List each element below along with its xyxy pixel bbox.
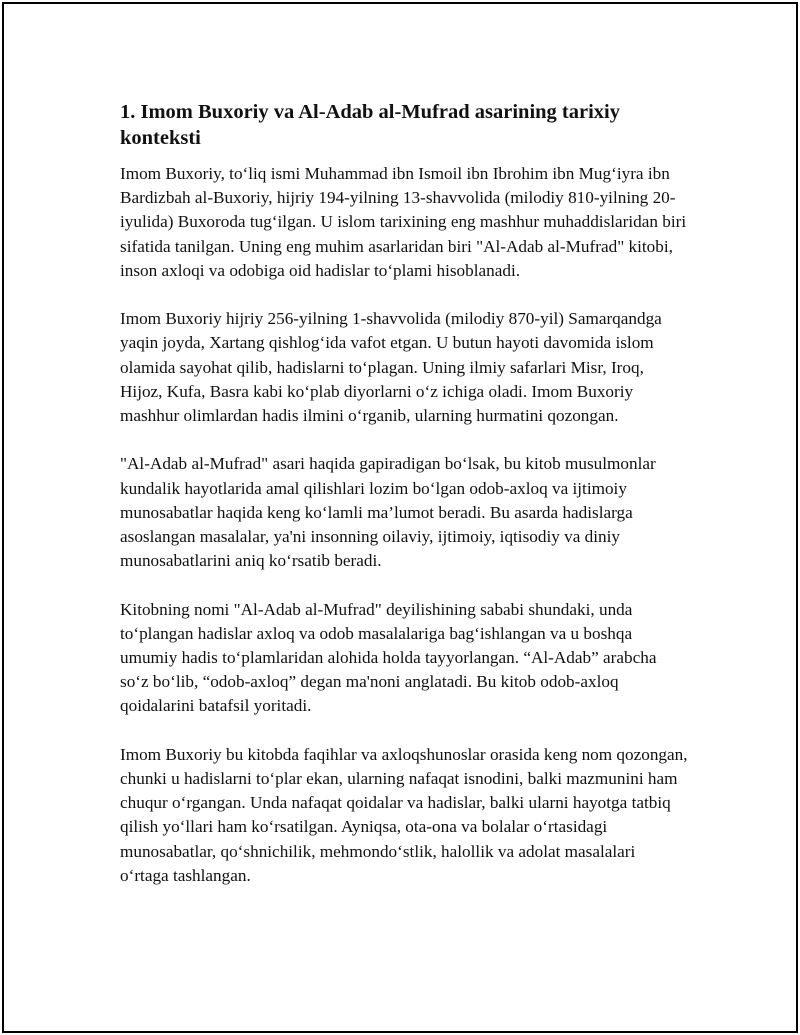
- paragraph-4: Kitobning nomi "Al-Adab al-Mufrad" deyilishining sababi shundaki, unda to‘plangan hadislar axloq va odob masalalariga bag‘ishlangan va u boshqa umumiy hadis to‘plamlaridan alohida holda tayyorlangan. “Al-Adab” arabcha so‘z bo‘lib, “odob-axloq” degan ma'noni anglatadi. Bu kitob odob-axloq qoidalarini batafsil yoritadi.: [120, 599, 657, 716]
- section-heading: 1. Imom Buxoriy va Al-Adab al-Mufrad asarining tarixiy konteksti: [120, 101, 620, 149]
- paragraph-3: "Al-Adab al-Mufrad" asari haqida gapiradigan bo‘lsak, bu kitob musulmonlar kundalik hayotlarida amal qilishlari lozim bo‘lgan odob-axloq va ijtimoiy munosabatlar haqida keng ko‘lamli ma’lumot beradi. Bu asarda hadislarga asoslangan masalalar, ya'ni insonning oilaviy, ijtimoiy, iqtisodiy va diniy munosabatlarini aniq ko‘rsatib beradi.: [120, 454, 656, 571]
- paragraph-2: Imom Buxoriy hijriy 256-yilning 1-shavvolida (milodiy 870-yil) Samarqandga yaqin joyda, Xartang qishlog‘ida vafot etgan. U butun hayoti davomida islom olamida sayohat qilib, hadislarni to‘plagan. Uning ilmiy safarlari Misr, Iroq, Hijoz, Kufa, Basra kabi ko‘plab diyorlarni o‘z ichiga oladi. Imom Buxoriy mashhur olimlardan hadis ilmini o‘rganib, ularning hurmatini qozongan.: [120, 309, 662, 426]
- document-page: [2, 2, 798, 1033]
- document-content: [120, 99, 688, 912]
- paragraph-5: Imom Buxoriy bu kitobda faqihlar va axloqshunoslar orasida keng nom qozongan, chunki u hadislarni to‘plar ekan, ularning nafaqat isnodini, balki mazmunini ham chuqur o‘rgangan. Unda nafaqat qoidalar va hadislar, balki ularni hayotga tatbiq qilish yo‘llari ham ko‘rsatilgan. Ayniqsa, ota-ona va bolalar o‘rtasidagi munosabatlar, qo‘shnichilik, mehmondo‘stlik, halollik va adolat masalalari o‘rtaga tashlangan.: [120, 744, 688, 885]
- paragraph-1: Imom Buxoriy, to‘liq ismi Muhammad ibn Ismoil ibn Ibrohim ibn Mug‘iyra ibn Bardizbah al-Buxoriy, hijriy 194-yilning 13-shavvolida (milodiy 810-yilning 20-iyulida) Buxoroda tug‘ilgan. U islom tarixining eng mashhur muhaddislaridan biri sifatida tanilgan. Uning eng muhim asarlaridan biri "Al-Adab al-Mufrad" kitobi, inson axloqi va odobiga oid hadislar to‘plami hisoblanadi.: [120, 164, 687, 280]
